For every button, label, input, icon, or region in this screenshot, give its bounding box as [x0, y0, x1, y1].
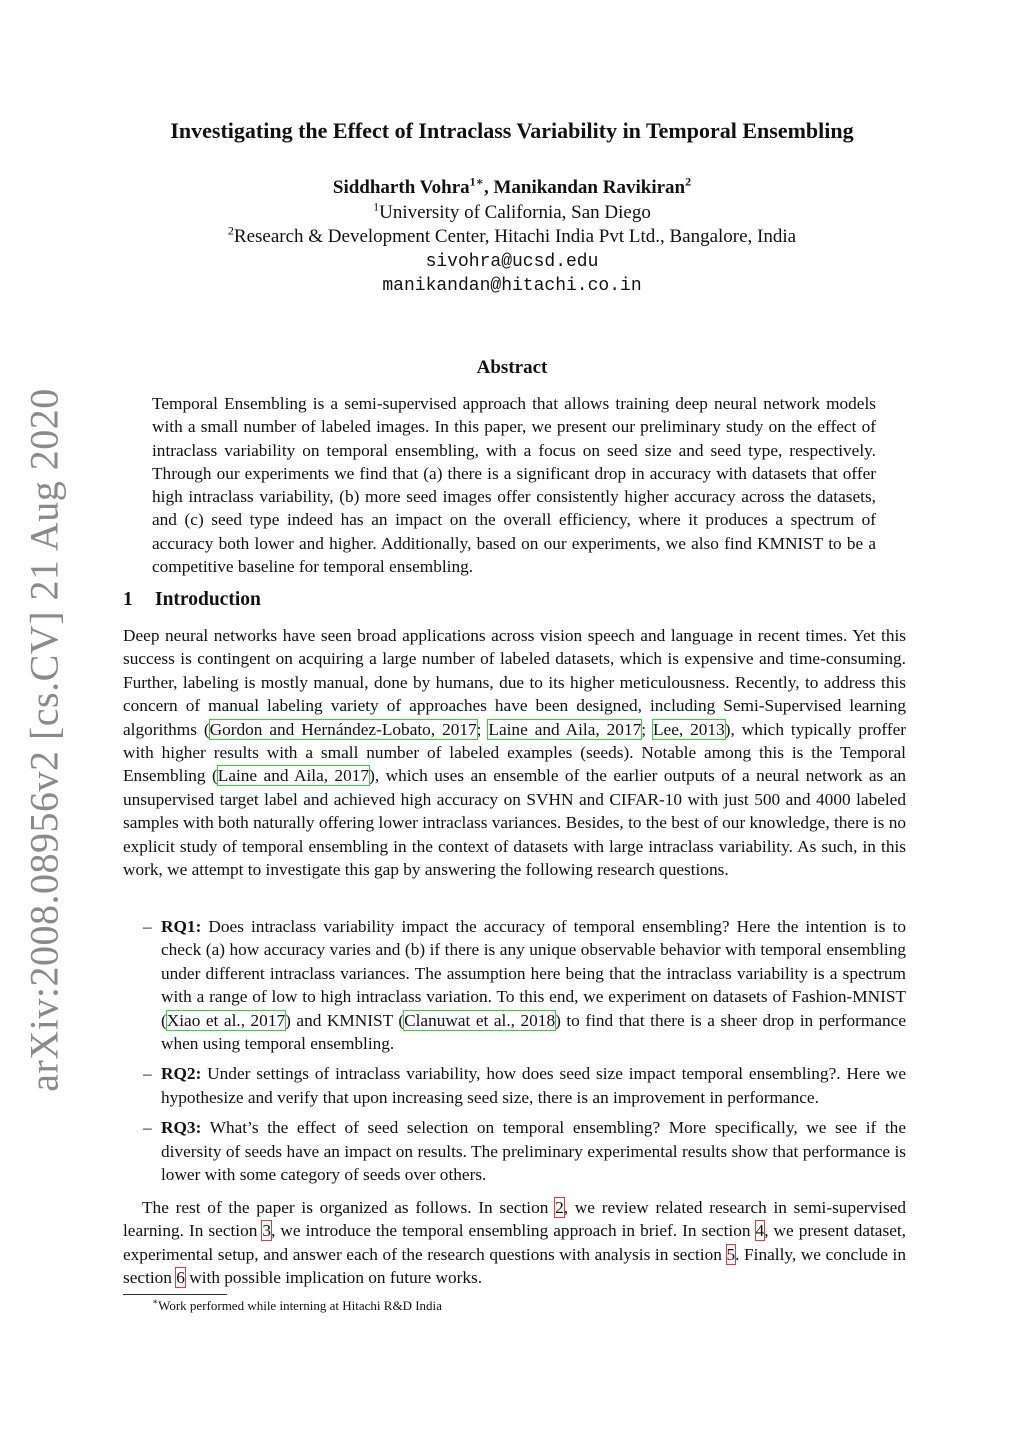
author-1-affil-mark: 1∗ [469, 174, 484, 189]
author-separator: , [483, 177, 494, 198]
section-ref-link[interactable]: 4 [755, 1221, 765, 1241]
list-dash: – [143, 1118, 152, 1138]
outline-text: , we present dataset, experimental setup, and answer each of the research questions with analysis in section [123, 1221, 906, 1264]
affiliation-2-text: Research & Development Center, Hitachi India Pvt Ltd., Bangalore, India [233, 226, 797, 247]
affiliation-1 [0, 201, 1024, 226]
rq1-text-2: ) and KMNIST ( [285, 1010, 405, 1030]
rq1-label: RQ1: [161, 917, 202, 936]
list-item [123, 915, 906, 1055]
citation-separator: ; [476, 719, 489, 739]
list-item [123, 1116, 906, 1186]
list-dash: – [143, 917, 152, 936]
outline-paragraph [123, 1196, 906, 1290]
rq1-text-1: Does intraclass variability impact the accuracy of temporal ensembling? Here the intention is to check (a) how accuracy varies and (b) if there is any unique observable behavior with temporal ensembling under different intraclass variances. The assumption here being that the intraclass variability is a spectrum with a range of low to high intraclass variation. To this end, we experiment on datasets of Fashion-MNIST ( [161, 917, 906, 1030]
research-questions-list [123, 915, 906, 1193]
section-ref-link[interactable]: 6 [176, 1268, 185, 1288]
section-title: Introduction [155, 589, 261, 610]
intro-text-2: ), which typically proffer with higher results with a small number of labeled examples (seeds). Notable among this is the Temporal Ensembling ( [123, 719, 906, 786]
outline-text: , we review related research in semi-supervised learning. In section [123, 1198, 906, 1241]
intro-text-1: Deep neural networks have seen broad applications across vision speech and language in recent times. Yet this success is contingent on acquiring a large number of labeled datasets, which is expensive and time-consuming. Further, labeling is mostly manual, done by humans, due to its higher meticulousness. Recently, to address this concern of manual labeling variety of approaches have been designed, including Semi-Supervised learning algorithms ( [123, 626, 906, 739]
arxiv-identifier: arXiv:2008.08956v2 [cs.CV] 21 Aug 2020 [21, 388, 67, 1092]
outline-text: with possible implication on future works. [184, 1268, 483, 1288]
arxiv-sidebar [21, 388, 67, 1092]
list-item [123, 1062, 906, 1109]
email-2: manikandan@hitachi.co.in [382, 276, 642, 296]
introduction-paragraph [123, 624, 906, 881]
author-2-affil-mark: 2 [685, 174, 692, 189]
abstract-text: Temporal Ensembling is a semi-supervised approach that allows training deep neural network models with a small number of labeled images. In this paper, we present our preliminary study on the effect of intraclass variability on temporal ensembling, with a focus on seed size and seed type, respectively. Through our experiments we find that (a) there is a significant drop in accuracy with datasets that offer high intraclass variability, (b) more seed images offer consistently higher accuracy across the datasets, and (c) seed type indeed has an impact on the overall efficiency, where it produces a spectrum of accuracy both lower and higher. Additionally, based on our experiments, we also find KMNIST to be a competitive baseline for temporal ensembling. [152, 394, 876, 577]
list-dash: – [143, 1064, 152, 1084]
affiliation-1-mark: 1 [373, 199, 380, 214]
citation-link[interactable]: Laine and Aila, 2017 [488, 719, 642, 739]
rq1-text-3: ) to find that there is a sheer drop in performance when using temporal ensembling. [161, 1010, 906, 1054]
section-ref-link[interactable]: 5 [726, 1244, 736, 1264]
section-ref-link[interactable]: 2 [555, 1198, 564, 1217]
outline-text: . Finally, we conclude in section [123, 1244, 906, 1288]
outline-text: , we introduce the temporal ensembling approach in brief. In section [271, 1221, 756, 1241]
citation-link[interactable]: Gordon and Hernández-Lobato, 2017 [209, 719, 477, 739]
footnote-text: Work performed while interning at Hitachi R&D India [158, 1298, 442, 1313]
abstract-heading: Abstract [476, 357, 548, 378]
rq3-label: RQ3: [161, 1118, 202, 1138]
citation-link[interactable]: Xiao et al., 2017 [166, 1010, 286, 1030]
paper-title: Investigating the Effect of Intraclass Variability in Temporal Ensembling [170, 118, 854, 143]
rq3-text: What’s the effect of seed selection on temporal ensembling? More specifically, we see if the diversity of seeds have an impact on results. The preliminary experimental results show that performance is lower with some category of seeds over others. [161, 1118, 906, 1185]
rq2-label: RQ2: [161, 1064, 202, 1084]
footnote-divider [123, 1294, 227, 1295]
citation-separator: ; [641, 719, 653, 739]
email-1: sivohra@ucsd.edu [425, 251, 599, 272]
section-number: 1 [123, 589, 133, 610]
section-ref-link[interactable]: 3 [262, 1221, 272, 1241]
citation-link[interactable]: Clanuwat et al., 2018 [404, 1010, 556, 1030]
author-block [0, 176, 1024, 299]
rq2-text: Under settings of intraclass variability, how does seed size impact temporal ensembling?. Here we hypothesize and verify that upon increasing seed size, there is an improvement in performance. [161, 1064, 906, 1107]
affiliation-2 [0, 225, 1024, 250]
section-heading-introduction [123, 589, 261, 611]
author-2: Manikandan Ravikiran [493, 177, 686, 198]
affiliation-2-mark: 2 [227, 223, 234, 238]
footnote-mark: ∗ [152, 1296, 159, 1307]
citation-link[interactable]: Lee, 2013 [652, 719, 725, 739]
intro-text-3: ), which uses an ensemble of the earlier outputs of a neural network as an unsupervised target label and achieved high accuracy on SVHN and CIFAR-10 with just 500 and 4000 labeled samples with both naturally offering lower intraclass variances. Besides, to the best of our knowledge, there is no explicit study of temporal ensembling in the context of datasets with large intraclass variability. As such, in this work, we attempt to investigate this gap by answering the following research questions. [123, 766, 907, 880]
footnote [152, 1298, 442, 1314]
affiliation-1-text: University of California, San Diego [379, 201, 651, 223]
citation-link[interactable]: Laine and Aila, 2017 [217, 766, 370, 786]
author-1: Siddharth Vohra [332, 177, 470, 198]
author-names [0, 176, 1024, 201]
outline-text: The rest of the paper is organized as follows. In section [142, 1198, 556, 1217]
